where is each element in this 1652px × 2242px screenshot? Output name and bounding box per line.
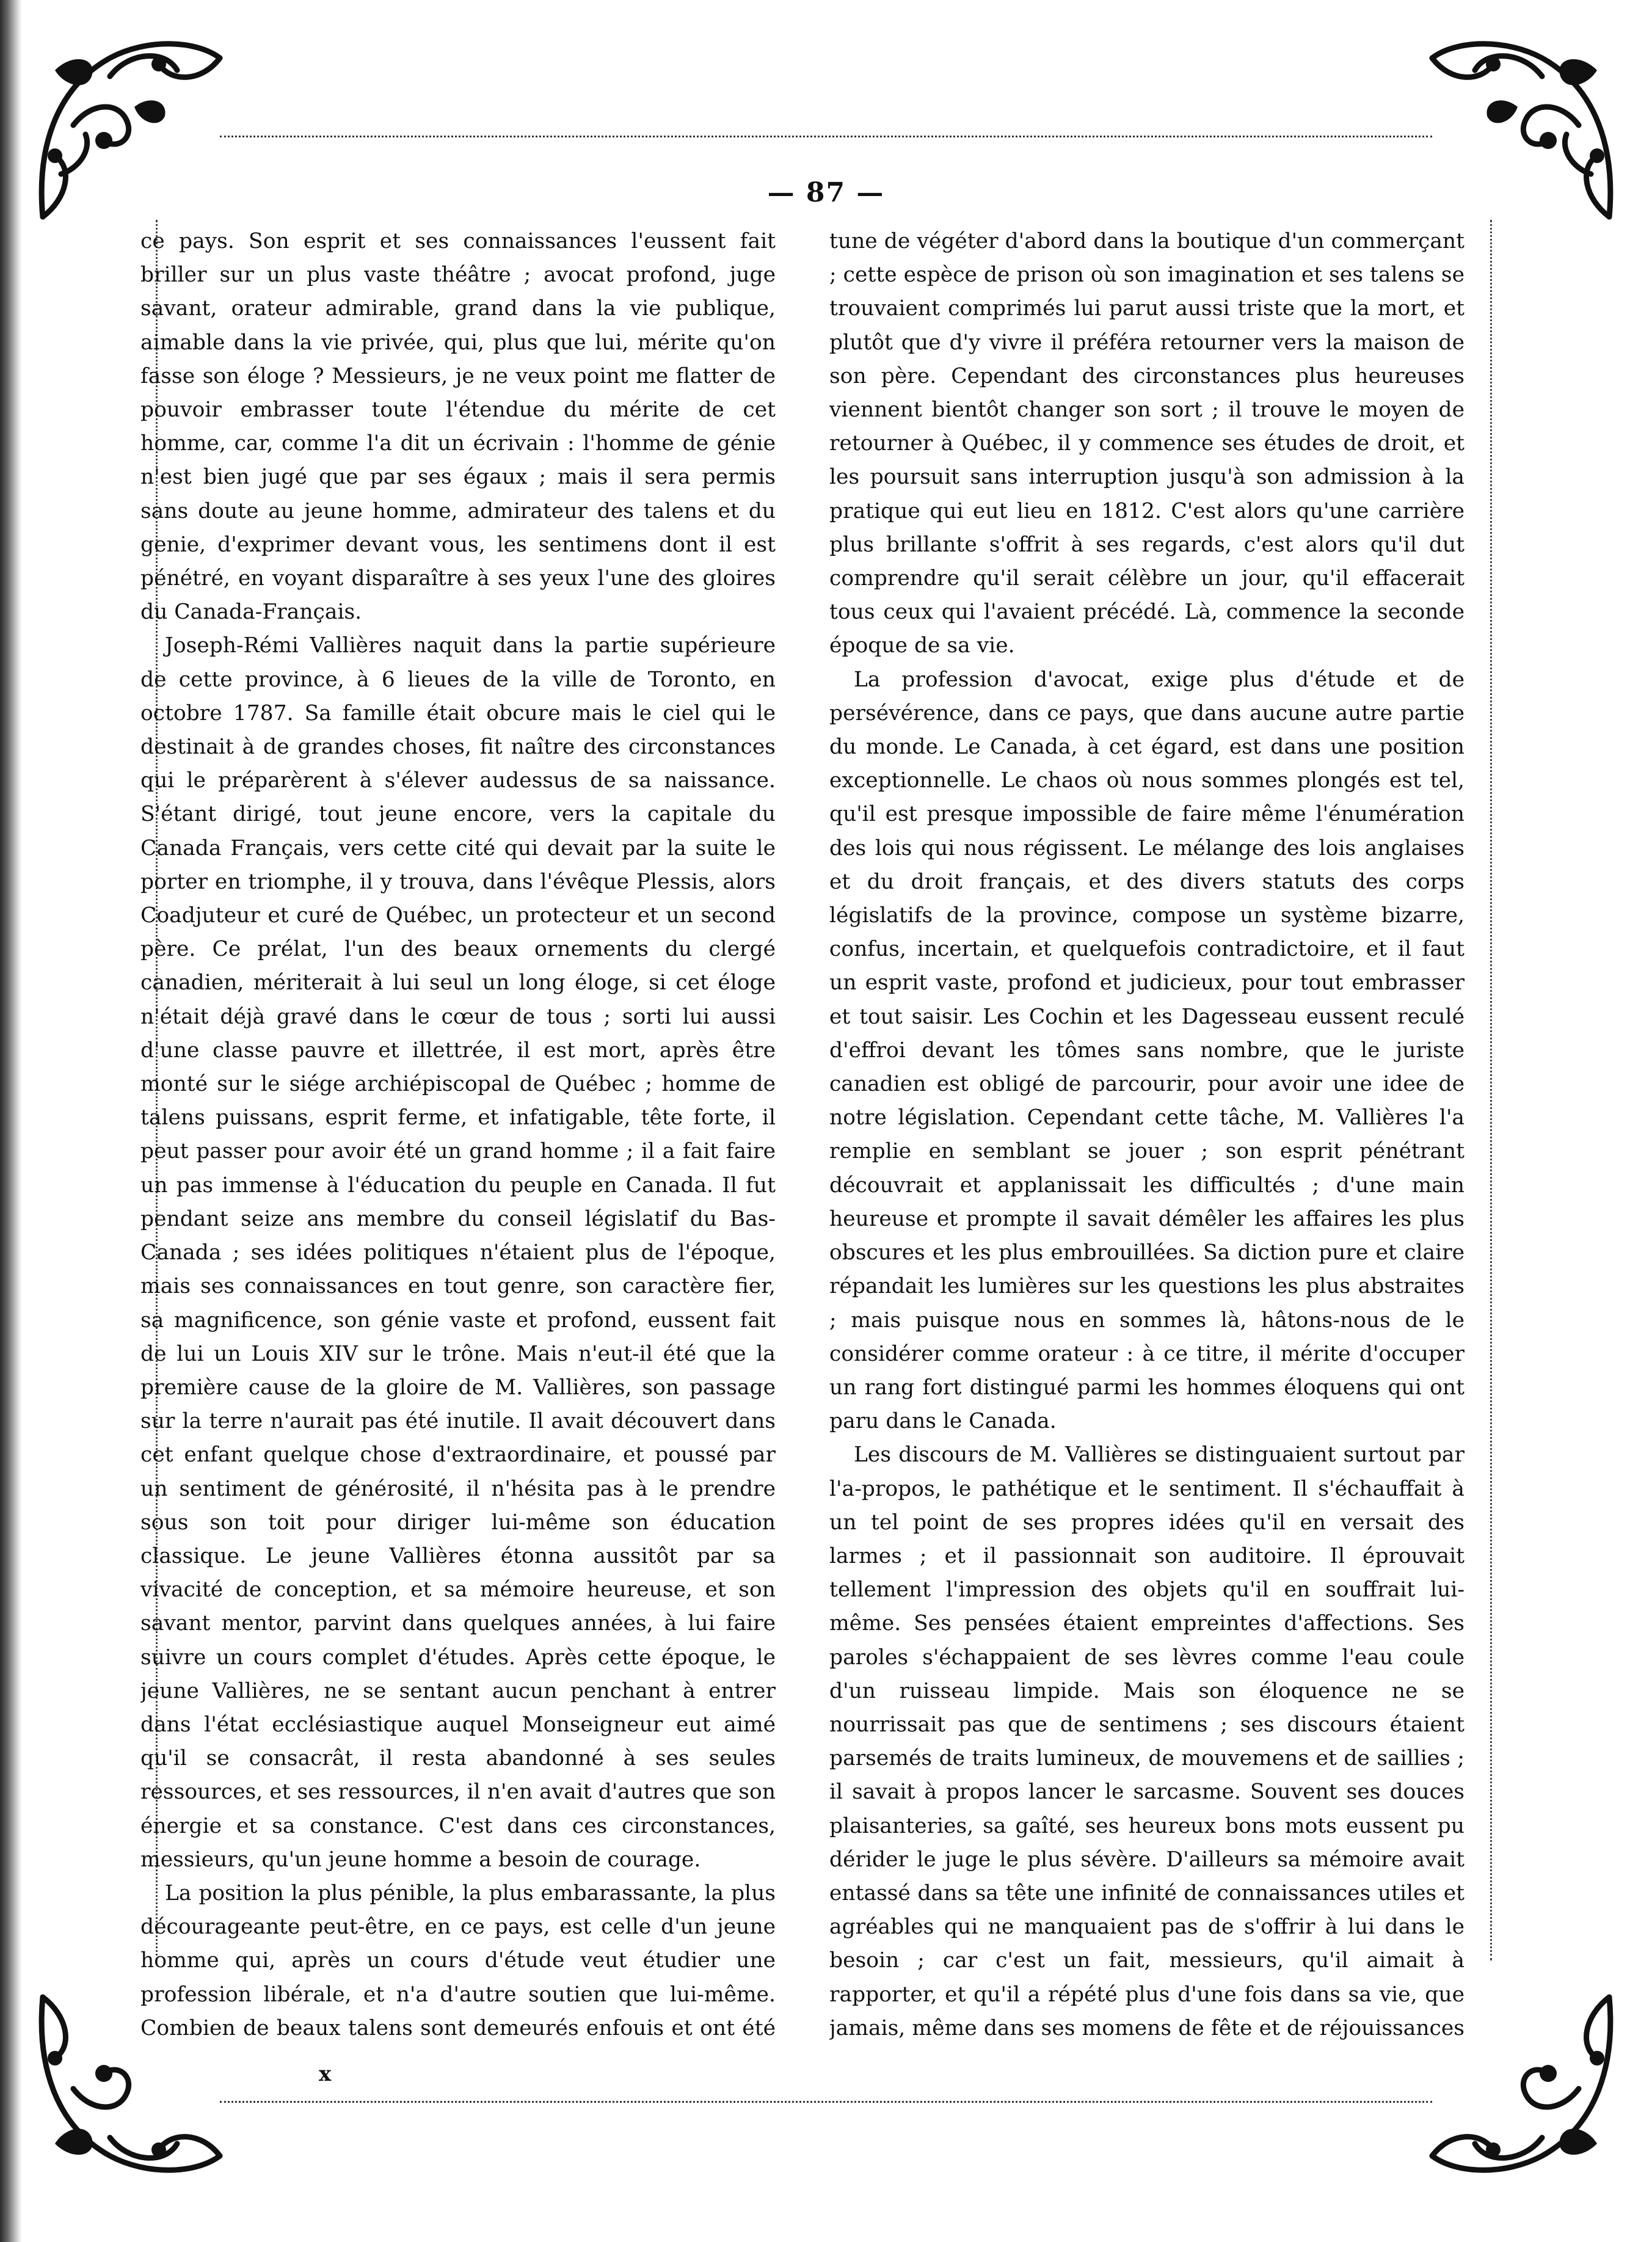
binding-edge-shadow <box>0 0 22 2242</box>
signature-mark: x <box>319 2062 332 2086</box>
paragraph: La profession d'avocat, exige plus d'étude et de persévérence, dans ce pays, que dans aucune autre partie du monde. Le Canada, à cet égard, est dans une position exceptionnelle. Le chaos où nous sommes plongés est tel, qu'il est presque impossible de faire même l'énumération des lois qui nous régissent. Le mélange des lois anglaises et du droit français, et des divers statuts des corps législatifs de la province, compose un système bizarre, confus, incertain, et quelquefois contradictoire, et il faut un esprit vaste, profond et judicieux, pour tout embrasser et tout saisir. Les Cochin et les Dagesseau eussent reculé d'effroi devant les tômes sans nombre, que le juriste canadien est obligé de parcourir, pour avoir une idee de notre législation. Cependant cette tâche, M. Vallières l'a remplie en semblant se jouer ; son esprit pénétrant découvrait et applanissait les difficultés ; d'une main heureuse et prompte il savait démêler les affaires les plus obscures et les plus embrouillées. Sa diction pure et claire répandait les lumières sur les questions les plus abstraites ; mais puisque nous en sommes là, hâtons-nous de le considérer comme orateur : à ce titre, il mérite d'occuper un rang fort distingué parmi les hommes éloquens qui ont paru dans le Canada. <box>829 667 1465 1434</box>
paragraph: ce pays. Son esprit et ses connaissances l'eussent fait briller sur un plus vaste théâtre ; avocat profond, juge savant, orateur admirable, grand dans la vie publique, aimable dans la vie privée, qui, plus que lui, mérite qu'on fasse son éloge ? Messieurs, je ne veux point me flatter de pouvoir embrasser toute l'étendue du mérite de cet homme, car, comme l'a dit un écrivain : l'homme de génie n'est bien jugé que par ses égaux ; mais il sera permis sans doute au jeune homme, admirateur des talens et du genie, d'exprimer devant vous, les sentimens dont il est pénétré, en voyant disparaître à ses yeux l'une des gloires du Canada-Français. <box>140 229 776 625</box>
page-number: — 87 — <box>767 177 885 208</box>
paragraph: tune de végéter d'abord dans la boutique d'un commerçant ; cette espèce de prison où son imagination et ses talens se trouvaient comprimés lui parut aussi triste que la mort, et plutôt que d'y vivre il préféra retourner vers la maison de son père. Cependant des circonstances plus heureuses viennent bientôt changer son sort ; il trouve le moyen de retourner à Québec, il y commence ses études de droit, et les poursuit sans interruption jusqu'à son admission à la pratique qui eut lieu en 1812. C'est alors qu'une carrière plus brillante s'offrit à ses regards, c'est alors qu'il dut comprendre qu'il serait célèbre un jour, qu'il effacerait tous ceux qui l'avaient précédé. Là, commence la seconde époque de sa vie. <box>829 229 1465 658</box>
top-border-rule <box>220 136 1432 137</box>
left-text-column <box>140 225 776 2048</box>
paragraph: La position la plus pénible, la plus embarassante, la plus décourageante peut-être, en ce pays, est celle d'un jeune homme qui, après un cours d'étude veut étudier une profession libérale, et n'a d'autre soutien que lui-même. Combien de beaux talens sont demeurés enfouis et ont été <box>140 1880 776 2040</box>
paragraph: Les discours de M. Vallières se distinguaient surtout par l'a-propos, le pathétique et le sentiment. Il s'échauffait à un tel point de ses propres idées qu'il en versait des larmes ; et il passionnait son auditoire. Il éprouvait tellement l'impression des objets qu'il en souffrait lui-même. Ses pensées étaient empreintes d'affections. Ses paroles s'échappaient de ses lèvres comme l'eau coule d'un ruisseau limpide. Mais son éloquence ne se nourrissait pas que de sentimens ; ses discours étaient parsemés de traits lumineux, de mouvemens et de saillies ; il savait à propos lancer le sarcasme. Souvent ses douces plaisanteries, sa gaîté, ses heureux bons mots eussent pu dérider le juge le plus sévère. D'ailleurs sa mémoire avait entassé dans sa tête une infinité de connaissances utiles et agréables qui ne manquaient pas de s'offrir à lui dans le besoin ; car c'est un fait, messieurs, qu'il aimait à rapporter, et qu'il a répété plus d'une fois dans sa vie, que jamais, même dans ses momens de fête et de réjouissances <box>829 1443 1465 2040</box>
paragraph: Joseph-Rémi Vallières naquit dans la partie supérieure de cette province, à 6 lieues de la ville de Toronto, en octobre 1787. Sa famille était obcure mais le ciel qui le destinait à de grandes choses, fit naître des circonstances qui le préparèrent à s'élever audessus de sa naissance. S'étant dirigé, tout jeune encore, vers la capitale du Canada Français, vers cette cité qui devait par la suite le porter en triomphe, il y trouva, dans l'évêque Plessis, alors Coadjuteur et curé de Québec, un protecteur et un second père. Ce prélat, l'un des beaux ornements du clergé canadien, mériterait à lui seul un long éloge, si cet éloge n'était déjà gravé dans le cœur de tous ; sorti lui aussi d'une classe pauvre et illettrée, il est mort, après être monté sur le siége archiépiscopal de Québec ; homme de talens puissans, esprit ferme, et infatigable, tête forte, il peut passer pour avoir été un grand homme ; il a fait faire un pas immense à l'éducation du peuple en Canada. Il fut pendant seize ans membre du conseil législatif du Bas-Canada ; ses idées politiques n'étaient plus de l'époque, mais ses connaissances en tout genre, son caractère fier, sa magnificence, son génie vaste et profond, eussent fait de lui un Louis XIV sur le trône. Mais n'eut-il été que la première cause de la gloire de M. Vallières, son passage sur la terre n'aurait pas été inutile. Il avait découvert dans cet enfant quelque chose d'extraordinaire, et poussé par un sentiment de générosité, il n'hésita pas à le prendre sous son toit pour diriger lui-même son éducation classique. Le jeune Vallières étonna aussitôt par sa vivacité de conception, et sa mémoire heureuse, et son savant mentor, parvint dans quelques années, à lui faire suivre un cours complet d'études. Après cette époque, le jeune Vallières, ne se sentant aucun penchant à entrer dans l'état ecclésiastique auquel Monseigneur eut aimé qu'il se consacrât, il resta abandonné à ses seules ressources, et ses ressources, il n'en avait d'autres que son énergie et sa constance. C'est dans ces circonstances, messieurs, qu'un jeune homme a besoin de courage. <box>140 633 776 1872</box>
right-border-rule <box>1490 220 1492 1960</box>
bottom-border-rule <box>220 2101 1432 2103</box>
right-text-column <box>829 225 1465 2048</box>
